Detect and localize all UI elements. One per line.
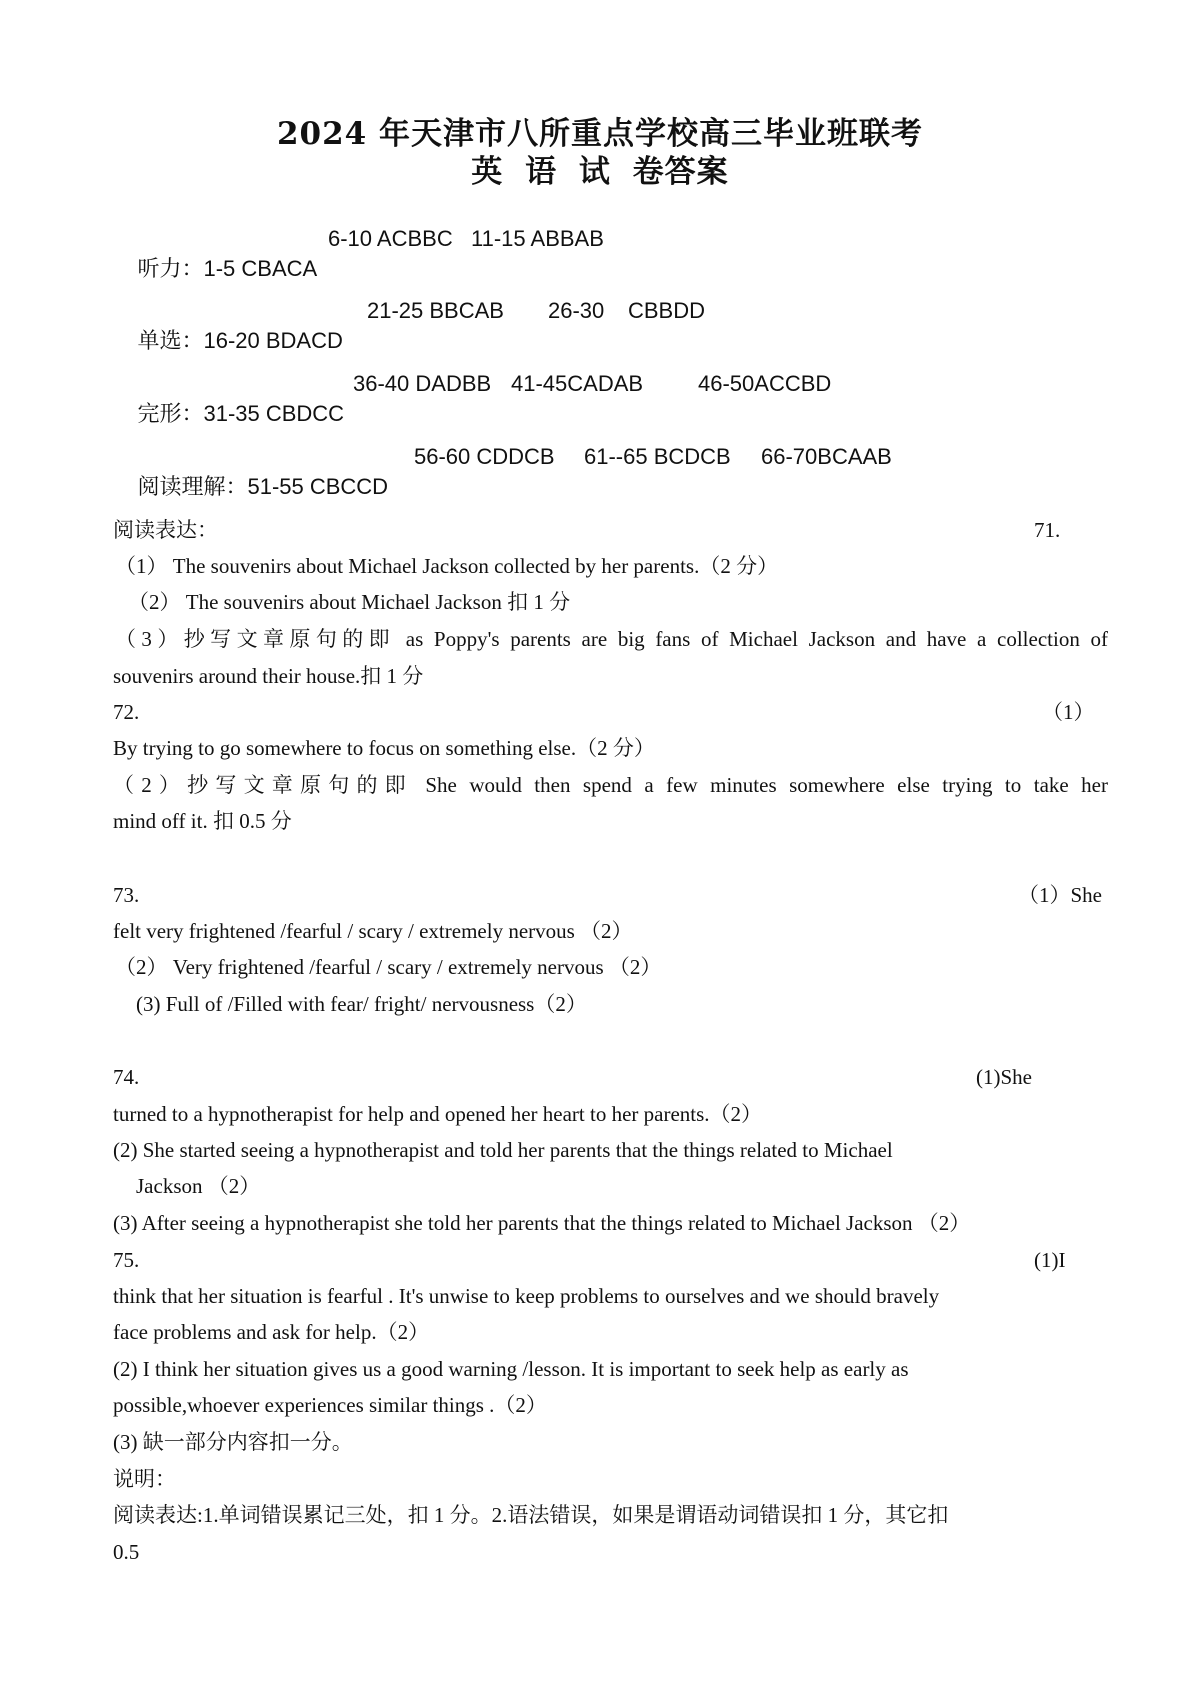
answer-group: 26-30 — [548, 298, 605, 323]
answer-line: souvenirs around their house.扣 1 分 — [113, 664, 424, 688]
page-title: 2024 年天津市八所重点学校高三毕业班联考 — [276, 116, 924, 152]
answer-group: 11-15 ABBAB — [471, 226, 604, 251]
answer-group: 61--65 BCDCB — [584, 444, 731, 469]
answer-line: （1） The souvenirs about Michael Jackson collected by her parents.（2 分） — [115, 554, 779, 578]
single-choice-answers — [113, 298, 343, 381]
answer-line: face problems and ask for help.（2） — [113, 1320, 430, 1344]
question-number: 75. — [113, 1248, 140, 1272]
answer-group: 1-5 CBACA — [203, 256, 318, 281]
answer-marker: （1）She — [1018, 883, 1102, 907]
answer-group: 31-35 CBDCC — [203, 401, 345, 426]
notes-line: 阅读表达:1.单词错误累记三处，扣 1 分。2.语法错误，如果是谓语动词错误扣 1 分，其它扣 — [113, 1503, 949, 1527]
answer-group: 66-70BCAAB — [761, 444, 892, 469]
answer-line: （2）抄写文章原句的即 She would then spend a few minutes somewhere else trying to take her — [113, 773, 1108, 797]
answer-group: 56-60 CDDCB — [414, 444, 555, 469]
answer-group: 46-50ACCBD — [698, 371, 832, 396]
answer-marker: (1)I — [1034, 1248, 1066, 1272]
single-choice-label: 单选： — [137, 329, 204, 354]
listening-answers — [113, 226, 317, 309]
answer-line: (2) I think her situation gives us a good warning /lesson. It is important to seek help as early as — [113, 1357, 909, 1381]
answer-line: （2） The souvenirs about Michael Jackson 扣 1 分 — [128, 590, 571, 614]
question-number: 72. — [113, 700, 140, 724]
answer-group: 6-10 ACBBC — [328, 226, 453, 251]
answer-line: (3) 缺一部分内容扣一分。 — [113, 1430, 353, 1454]
answer-line: （2） Very frightened /fearful / scary / extremely nervous （2） — [115, 955, 662, 979]
answer-line: mind off it. 扣 0.5 分 — [113, 809, 292, 833]
answer-group: 41-45CADAB — [511, 371, 644, 396]
answer-line: Jackson （2） — [136, 1174, 261, 1198]
answer-line: felt very frightened /fearful / scary / extremely nervous （2） — [113, 919, 633, 943]
answer-line: (3) Full of /Filled with fear/ fright/ nervousness（2） — [136, 992, 587, 1016]
answer-line: By trying to go somewhere to focus on something else.（2 分） — [113, 736, 655, 760]
cloze-answers — [113, 371, 344, 454]
notes-line: 0.5 — [113, 1540, 140, 1564]
answer-group: 16-20 BDACD — [203, 328, 343, 353]
question-number: 73. — [113, 883, 140, 907]
question-number: 71. — [1034, 518, 1061, 542]
expression-header: 阅读表达： — [113, 518, 218, 542]
answer-line: think that her situation is fearful . It's unwise to keep problems to ourselves and we should bravely — [113, 1284, 940, 1308]
question-number: 74. — [113, 1065, 140, 1089]
reading-label: 阅读理解： — [137, 475, 248, 500]
answer-line: （3）抄写文章原句的即 as Poppy's parents are big fans of Michael Jackson and have a collection of — [115, 627, 1108, 651]
answer-group: CBBDD — [628, 298, 706, 323]
page-subtitle: 英 语 试 卷答案 — [471, 154, 729, 190]
answer-group: 36-40 DADBB — [353, 371, 492, 396]
answer-marker: (1)She — [976, 1065, 1032, 1089]
answer-line: (3) After seeing a hypnotherapist she told her parents that the things related to Michael Jackson （2） — [113, 1211, 971, 1235]
answer-line: (2) She started seeing a hypnotherapist and told her parents that the things related to Michael — [113, 1138, 893, 1162]
cloze-label: 完形： — [137, 402, 204, 427]
answer-line: possible,whoever experiences similar things .（2） — [113, 1393, 547, 1417]
answer-group: 51-55 CBCCD — [247, 474, 389, 499]
answer-line: turned to a hypnotherapist for help and opened her heart to her parents.（2） — [113, 1102, 763, 1126]
listening-label: 听力： — [137, 257, 204, 282]
answer-group: 21-25 BBCAB — [367, 298, 504, 323]
answer-marker: （1） — [1042, 700, 1095, 724]
notes-header: 说明： — [113, 1467, 176, 1491]
